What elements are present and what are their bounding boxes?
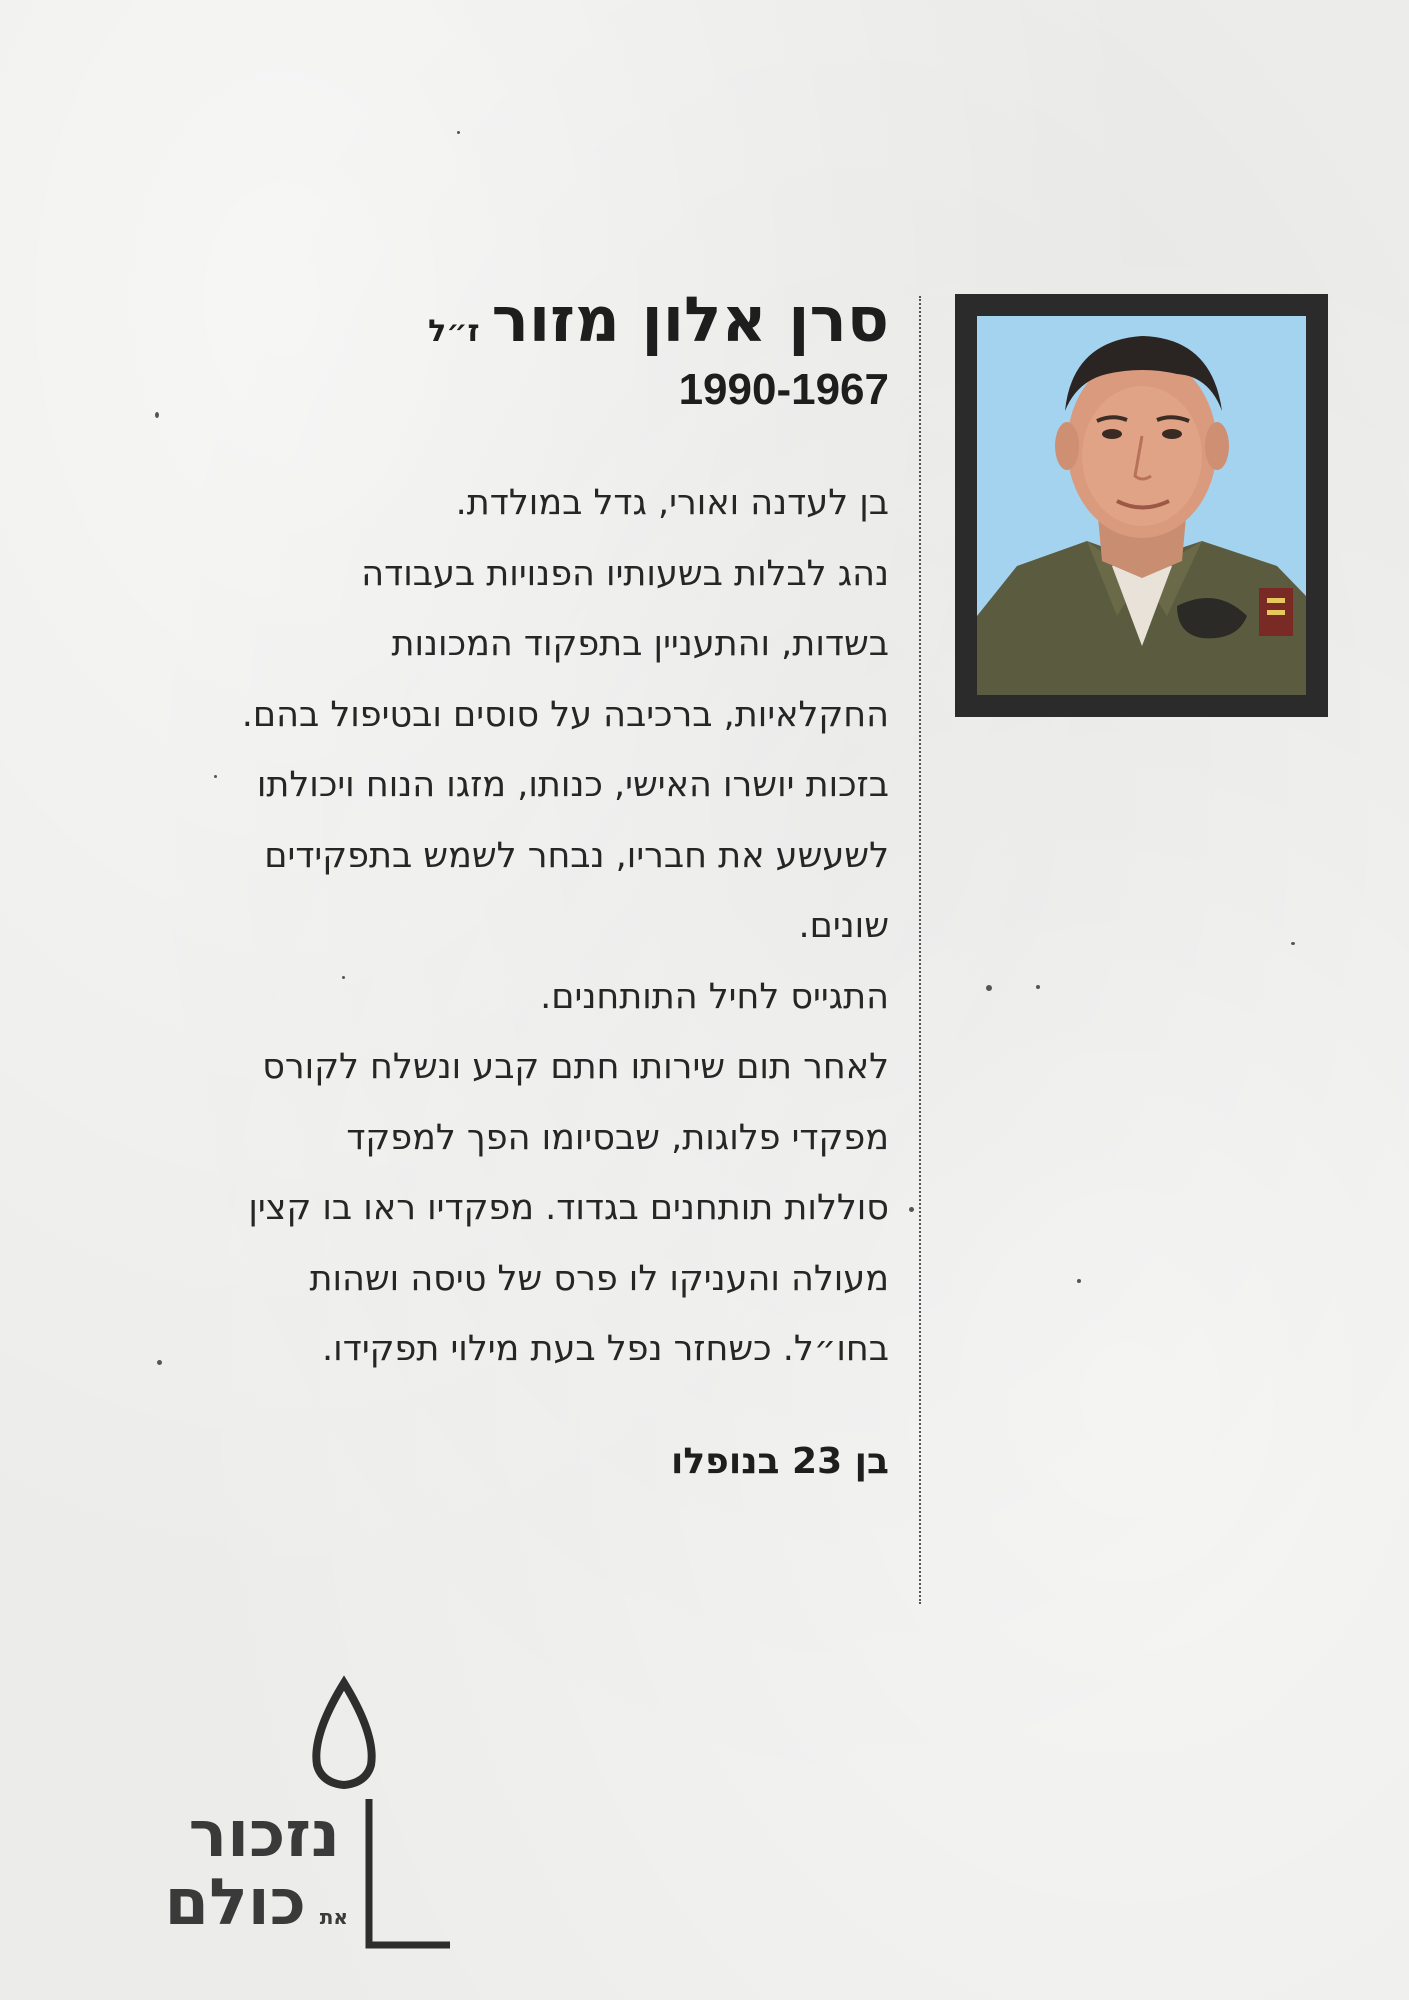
paper-speck xyxy=(1077,1279,1081,1283)
paper-speck xyxy=(986,985,992,991)
memorial-text-column xyxy=(109,280,889,1487)
biography xyxy=(109,468,889,1385)
soldier-name: סרן אלון מזור xyxy=(491,283,889,356)
honorific: ז״ל xyxy=(428,314,480,349)
portrait-frame xyxy=(955,294,1328,717)
bio-line: התגייס לחיל התותחנים. xyxy=(540,976,889,1017)
bio-line: לאחר תום שירותו חתם קבע ונשלח לקורס xyxy=(262,1047,889,1087)
bio-line: סוללות תותחנים בגדוד. מפקדיו ראו בו קצין xyxy=(248,1188,889,1228)
logo-word-et: את xyxy=(319,1905,348,1929)
nizkor-logo xyxy=(110,1665,450,1965)
paper-speck xyxy=(1036,985,1040,989)
life-years: 1990-1967 xyxy=(678,365,889,414)
soldier-portrait xyxy=(977,316,1306,695)
paper-speck xyxy=(457,131,460,134)
logo-word-nizkor: נזכור xyxy=(188,1798,340,1872)
bio-line: שונים. xyxy=(798,906,889,946)
bio-line: בשדות, והתעניין בתפקוד המכונות xyxy=(391,624,889,664)
bio-line: מפקדי פלוגות, שבסיומו הפך למפקד xyxy=(346,1117,889,1158)
title-row xyxy=(109,280,889,360)
age-at-fall: בן 23 בנופלו xyxy=(671,1440,889,1482)
logo-word-kulam: כולם xyxy=(164,1866,306,1940)
bio-line: החקלאיות, ברכיבה על סוסים ובטיפול בהם. xyxy=(241,694,889,735)
portrait-illustration xyxy=(977,316,1306,695)
bio-line: מעולה והעניקו לו פרס של טיסה ושהות xyxy=(309,1258,889,1299)
bio-line: בן לעדנה ואורי, גדל במולדת. xyxy=(455,483,889,523)
paper-speck xyxy=(909,1207,914,1212)
bio-line: נהג לבלות בשעותיו הפנויות בעבודה xyxy=(361,553,889,594)
bio-line: בזכות יושרו האישי, כנותו, מזגו הנוח ויכולתו xyxy=(256,765,889,805)
bio-line: בחו״ל. כשחזר נפל בעת מילוי תפקידו. xyxy=(322,1329,889,1369)
dotted-divider xyxy=(919,296,921,1604)
paper-speck xyxy=(1291,942,1295,945)
bio-line: לשעשע את חבריו, נבחר לשמש בתפקידים xyxy=(264,835,889,876)
